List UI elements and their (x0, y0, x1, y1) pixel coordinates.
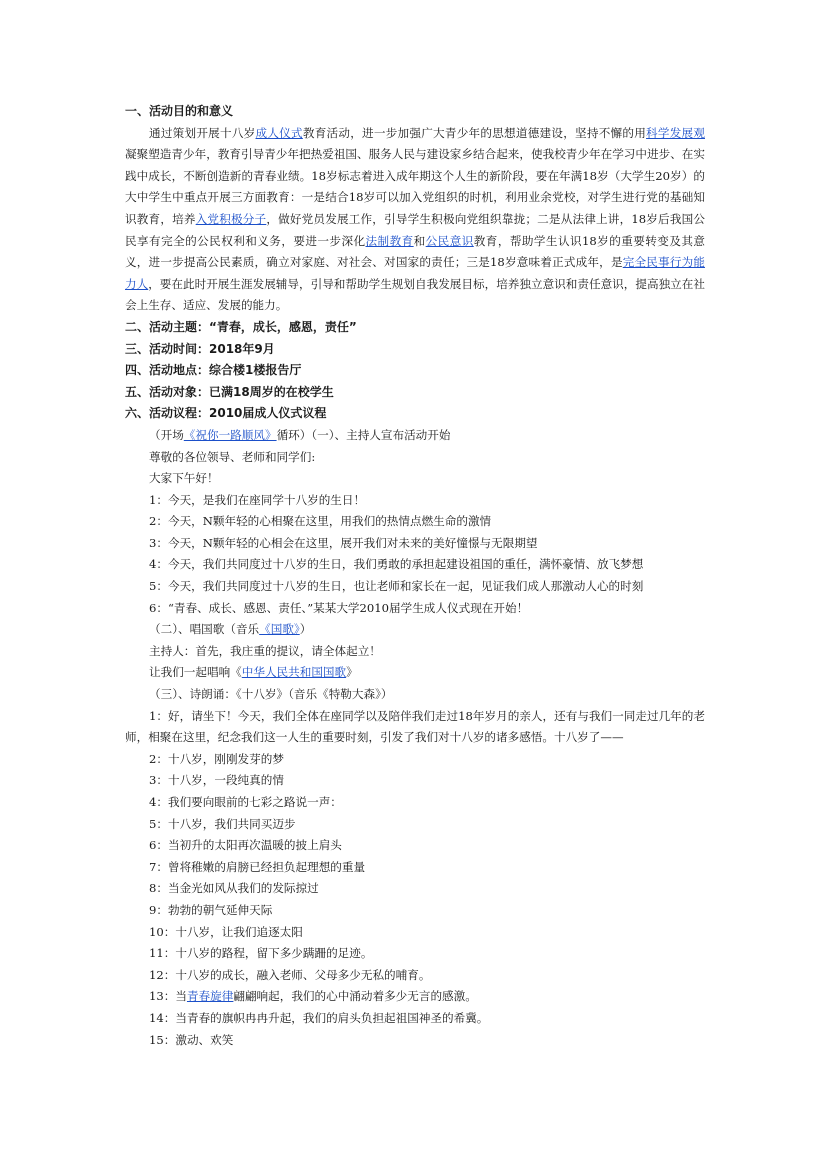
agenda-poem: （三）、诗朗诵：《十八岁》（音乐《特勒大森》） (149, 687, 393, 702)
agenda-anthem (125, 619, 705, 641)
sing-line (125, 662, 705, 684)
link-song-bon-voyage[interactable]: 《祝你一路顺风》 (183, 427, 277, 442)
poem-line: 4：我们要向眼前的七彩之路说一声： (149, 795, 342, 809)
link-coming-of-age-ceremony[interactable]: 成人仪式 (255, 125, 303, 140)
poem-line: 10：十八岁，让我们追逐太阳 (149, 924, 303, 939)
section-heading-theme: 二、活动主题：“青春，成长，感恩，责任” (125, 319, 357, 334)
poem-line: 5：十八岁，我们共同买迈步 (149, 816, 296, 831)
poem-line: 15：激动、欢笑 (149, 1032, 234, 1047)
intro-paragraph (125, 123, 705, 317)
link-civic-awareness[interactable]: 公民意识 (425, 233, 474, 248)
poem-line: 12：十八岁的成长，融入老师、父母多少无私的哺育。 (149, 967, 431, 982)
intro-text: 通过策划开展十八岁 (149, 125, 256, 140)
link-legal-education[interactable]: 法制教育 (365, 233, 414, 248)
section-heading-audience: 五、活动对象：已满18周岁的在校学生 (125, 384, 334, 399)
poem-line: 2：十八岁，刚刚发芽的梦 (149, 751, 284, 766)
intro-text: ，要在此时开展生涯发展辅导，引导和帮助学生规划自我发展目标，培养独立意识和责任意识，提高独立在社会上生存、适应、发展的能力。 (125, 276, 705, 313)
poem-paragraph: 1：好，请坐下！今天，我们全体在座同学以及陪伴我们走过18年岁月的亲人，还有与我们一同走过几年的老师，相聚在这里，纪念我们这一人生的重要时刻，引发了我们对十八岁的诸多感悟。十八岁了—— (125, 708, 705, 745)
link-prc-anthem[interactable]: 中华人民共和国国歌 (241, 665, 347, 680)
poem-line: 7：曾将稚嫩的肩膀已经担负起理想的重量 (149, 859, 366, 874)
agenda-text: （开场 (149, 427, 184, 442)
poem-line: 11：十八岁的路程，留下多少蹒跚的足迹。 (149, 946, 373, 961)
agenda-text: 循环）（一）、主持人宣布活动开始 (276, 427, 451, 442)
document-page (125, 101, 705, 1051)
link-party-activists[interactable]: 入党积极分子 (195, 211, 267, 226)
poem-line: 8：当金光如风从我们的发际掠过 (149, 881, 319, 896)
intro-text: 和 (413, 233, 426, 248)
section-heading-location: 四、活动地点：综合楼1楼报告厅 (125, 363, 302, 378)
section-heading-purpose: 一、活动目的和意义 (125, 104, 234, 118)
script-line: 6：“青春、成长、感恩、责任、”某某大学2010届学生成人仪式现在开始！ (149, 600, 529, 615)
greeting-line: 大家下午好！ (149, 471, 219, 486)
link-full-civil-capacity[interactable]: 完全民事行为能力人 (125, 255, 705, 291)
agenda-text: 让我们一起唱响《 (149, 665, 242, 680)
poem-line: 3：十八岁，一段纯真的情 (149, 773, 284, 788)
poem-text: 翩翩响起，我们的心中涌动着多少无言的感激。 (233, 989, 477, 1004)
section-heading-time: 三、活动时间：2018年9月 (125, 341, 275, 356)
link-scientific-outlook[interactable]: 科学发展观 (646, 125, 705, 140)
script-line: 5：今天，我们共同度过十八岁的生日，也让老师和家长在一起，见证我们成人那激动人心的时刻 (149, 579, 644, 594)
agenda-text: ） (299, 622, 312, 637)
poem-line: 6：当初升的太阳再次温暖的披上肩头 (149, 838, 342, 853)
greeting-line: 尊敬的各位领导、老师和同学们: (149, 449, 316, 464)
script-line: 1：今天，是我们在座同学十八岁的生日！ (149, 492, 366, 507)
agenda-text: （二）、唱国歌（音乐 (149, 622, 260, 637)
script-line: 4：今天，我们共同度过十八岁的生日，我们勇敢的承担起建设祖国的重任，满怀豪情、放飞梦想 (149, 557, 644, 572)
intro-text: 教育，帮助学生认识18岁的重要转变及其意义，进一步提高公民素质，确立对家庭、对社会、对国家的责任；三是18岁意味着正式成年，是 (125, 233, 705, 270)
link-youth-melody[interactable]: 青春旋律 (186, 989, 234, 1004)
poem-line: 9：勃勃的朝气延伸天际 (149, 902, 273, 917)
host-line: 主持人：首先，我庄重的提议，请全体起立！ (149, 643, 381, 658)
agenda-text: 》 (346, 665, 358, 680)
intro-text: 凝聚塑造青少年，教育引导青少年把热爱祖国、服务人民与建设家乡结合起来，使我校青少年在学习中进步、在实践中成长，不断创造新的青春业绩。18岁标志着进入成年期这个人生的新阶段，要在年满18岁（大学生20岁）的大中学生中重点开展三方面教育：一是结合18岁可以加入党组织的时机，利用业余党校，对学生进行党的基础知识教育，培养 (125, 147, 705, 226)
link-national-anthem[interactable]: 《国歌》 (259, 622, 300, 637)
poem-text: 13：当 (149, 989, 187, 1004)
poem-line: 14：当青春的旗帜冉冉升起，我们的肩头负担起祖国神圣的希冀。 (149, 1010, 489, 1025)
intro-text: ，做好党员发展工作，引导学生积极向党组织靠拢；二是从法律上讲，18岁后我国公民享有完全的公民权利和义务，要进一步深化 (125, 211, 705, 248)
poem-line (125, 986, 705, 1008)
script-line: 2：今天，N颗年轻的心相聚在这里，用我们的热情点燃生命的激情 (149, 514, 492, 529)
section-heading-agenda: 六、活动议程：2010届成人仪式议程 (125, 406, 327, 421)
agenda-opening (125, 425, 705, 447)
intro-text: 教育活动，进一步加强广大青少年的思想道德建设，坚持不懈的用 (302, 125, 647, 140)
script-line: 3：今天，N颗年轻的心相会在这里，展开我们对未来的美好憧憬与无限期望 (149, 535, 538, 550)
